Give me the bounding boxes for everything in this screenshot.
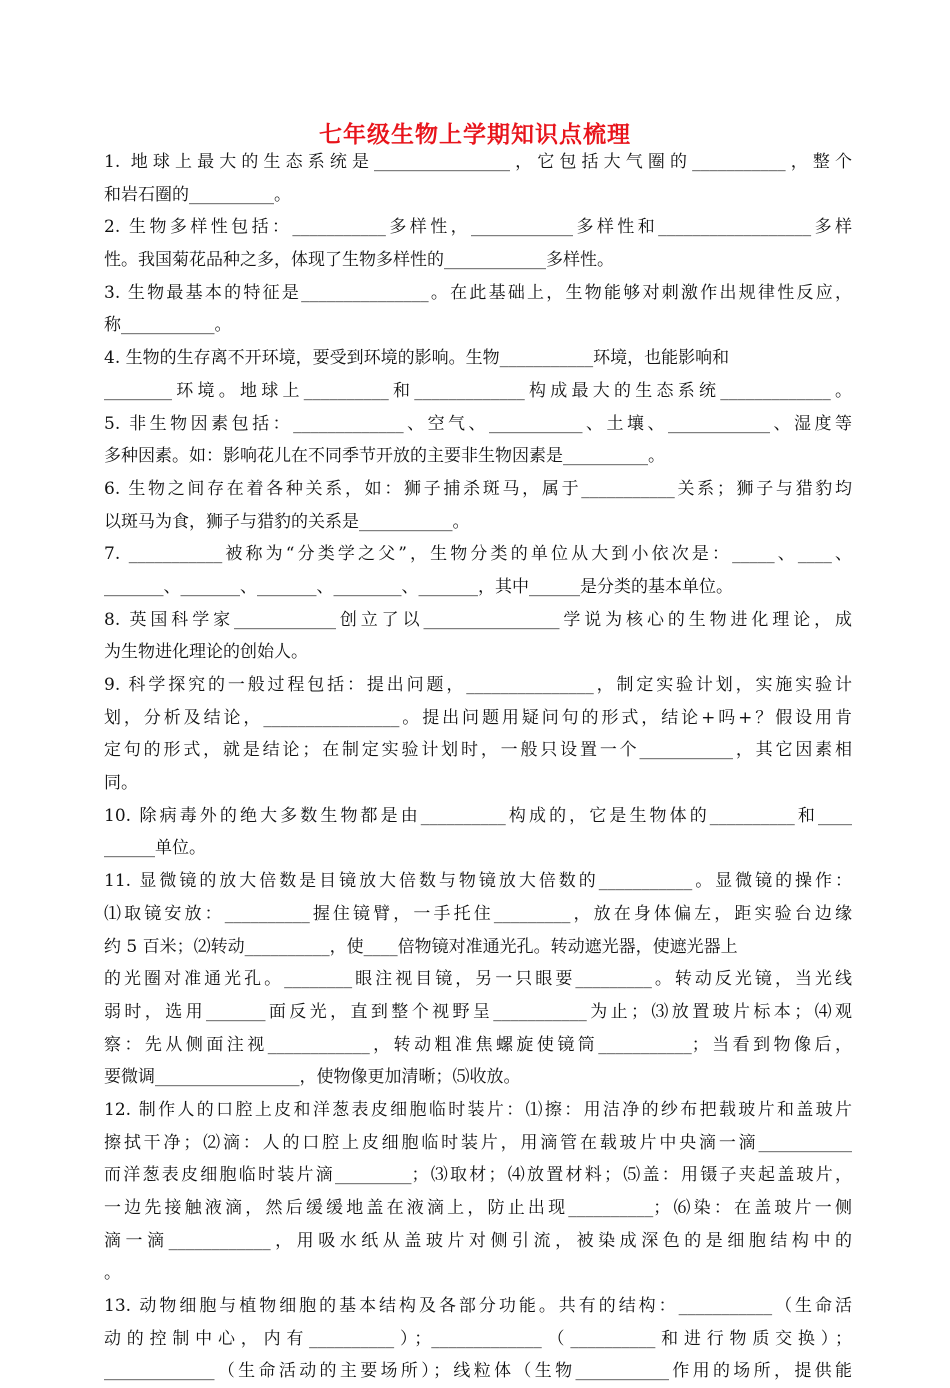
text-line: 1. 地球上最大的生态系统是________________，它包括大气圈的___________，整个: [104, 152, 852, 172]
text-line: 察：先从侧面注视____________，转动粗准焦螺旋使镜筒___________；当看到物像后，: [104, 1034, 852, 1055]
text-line: ⑴取镜安放：__________握住镜臂，一手托住_________，放在身体偏左，距实验台边缘: [104, 903, 852, 924]
text-line: 称___________。: [104, 315, 232, 336]
text-line: ________环境。地球上__________和_____________构成最大的生态系统_____________。: [104, 380, 852, 401]
text-line: 7. ___________被称为“分类学之父”，生物分类的单位从大到小依次是：_____、____、: [104, 544, 852, 565]
text-line: 12. 制作人的口腔上皮和洋葱表皮细胞临时装片：⑴擦：用洁净的纱布把载玻片和盖玻片: [104, 1099, 852, 1120]
text-line: 11. 显微镜的放大倍数是目镜放大倍数与物镜放大倍数的___________。显微镜的操作：: [104, 871, 852, 892]
text-line: 5. 非生物因素包括：_____________、空气、___________、土壤、____________、湿度等: [104, 413, 852, 434]
text-line: 10. 除病毒外的绝大多数生物都是由__________构成的，它是生物体的__________和____: [104, 805, 852, 826]
text-line: 8. 英国科学家____________创立了以________________学说为核心的生物进化理论，成: [104, 609, 852, 630]
document-title: 七年级生物上学期知识点梳理: [319, 122, 631, 148]
text-line: 13. 动物细胞与植物细胞的基本结构及各部分功能。共有的结构：___________（生命活: [104, 1296, 852, 1317]
text-line: 为生物进化理论的创始人。: [104, 642, 308, 663]
text-line: 6. 生物之间存在着各种关系，如：狮子捕杀斑马，属于___________关系；狮子与猎豹均: [104, 478, 852, 499]
text-line: _____________（生命活动的主要场所）；线粒体（生物___________作用的场所，提供能: [104, 1361, 852, 1382]
text-line: 多种因素。如：影响花儿在不同季节开放的主要非生物因素是__________。: [104, 446, 665, 467]
text-line: 和岩石圈的__________。: [104, 184, 291, 205]
text-line: 一边先接触液滴，然后缓缓地盖在液滴上，防止出现__________；⑹染：在盖玻片一侧: [104, 1198, 852, 1218]
document-body: [104, 146, 852, 1388]
text-line: 同。: [104, 773, 138, 794]
text-line: 滴一滴____________，用吸水纸从盖玻片对侧引流，被染成深色的是细胞结构中的: [104, 1230, 852, 1251]
text-line: 2. 生物多样性包括：___________多样性，____________多样性和__________________多样: [104, 217, 852, 238]
text-line: 4. 生物的生存离不开环境，要受到环境的影响。生物___________环境，也能影响和: [104, 348, 730, 369]
text-line: 动的控制中心，内有__________）；_____________（__________和进行物质交换）；: [104, 1328, 852, 1349]
text-line: 弱时，选用_______面反光，直到整个视野呈___________为止；⑶放置玻片标本；⑷观: [104, 1001, 852, 1022]
text-line: 9. 科学探究的一般过程包括：提出问题，_______________，制定实验计划，实施实验计: [104, 675, 852, 695]
text-line: 3. 生物最基本的特征是_______________。在此基础上，生物能够对刺激作出规律性反应，: [104, 282, 852, 303]
text-line: _______、_______、_______、________、_______，其中______是分类的基本单位。: [104, 576, 733, 597]
text-line: 的光圈对准通光孔。________眼注视目镜，另一只眼要_________。转动反光镜，当光线: [104, 969, 852, 990]
text-line: ______单位。: [104, 838, 206, 859]
text-line: 定句的形式，就是结论；在制定实验计划时，一般只设置一个___________，其它因素相: [104, 740, 852, 761]
text-line: 而洋葱表皮细胞临时装片滴_________；⑶取材；⑷放置材料；⑸盖：用镊子夹起盖玻片，: [104, 1165, 852, 1186]
text-line: 要微调_________________，使物像更加清晰；⑸收放。: [104, 1067, 521, 1088]
text-line: 性。我国菊花品种之多，体现了生物多样性的____________多样性。: [104, 250, 614, 271]
text-line: 以斑马为食，狮子与猎豹的关系是___________。: [104, 511, 470, 532]
text-line: 划，分析及结论，________________。提出问题用疑问句的形式，结论+吗+？假设用肯: [104, 707, 852, 728]
text-line: 擦拭干净；⑵滴：人的口腔上皮细胞临时装片，用滴管在载玻片中央滴一滴___________: [104, 1132, 852, 1153]
text-line: 约 5 百米；⑵转动__________，使____倍物镜对准通光孔。转动遮光器，使遮光器上: [104, 936, 738, 957]
text-line: 。: [104, 1263, 121, 1284]
